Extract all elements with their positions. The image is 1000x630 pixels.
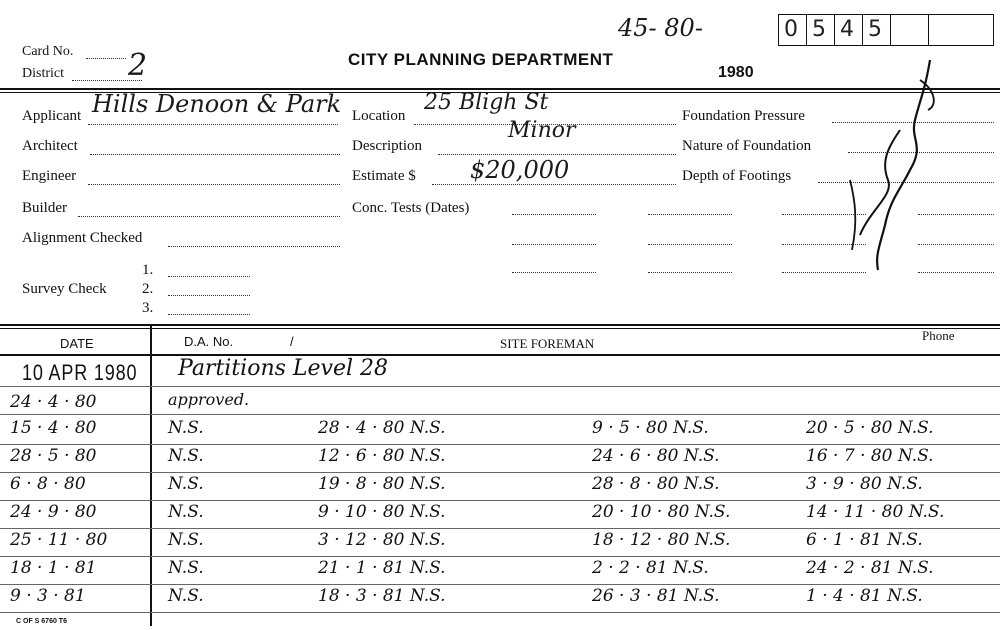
log-entry-c2: 28 · 4 · 80 N.S. bbox=[318, 418, 446, 438]
row-divider bbox=[0, 584, 1000, 585]
log-entry-c4: 14 · 11 · 80 N.S. bbox=[806, 502, 945, 522]
log-entry-c4: 3 · 9 · 80 N.S. bbox=[806, 474, 923, 494]
form-code: C OF S 6760 T6 bbox=[16, 618, 67, 625]
file-digit: 5 bbox=[868, 17, 882, 42]
log-entry-c2: 3 · 12 · 80 N.S. bbox=[318, 530, 446, 550]
row-divider bbox=[0, 612, 1000, 613]
log-entry-c3: 2 · 2 · 81 N.S. bbox=[592, 558, 709, 578]
log-entry-c4: 6 · 1 · 81 N.S. bbox=[806, 530, 923, 550]
row-divider bbox=[0, 444, 1000, 445]
digit-divider bbox=[890, 14, 891, 46]
district-value: 2 bbox=[128, 48, 148, 83]
digit-divider bbox=[862, 14, 863, 46]
file-digit: 0 bbox=[784, 17, 798, 42]
foundation-pressure-label: Foundation Pressure bbox=[682, 108, 805, 124]
conc-line bbox=[648, 244, 732, 245]
location-value: 25 Bligh St bbox=[424, 90, 549, 115]
log-entry-c4: 16 · 7 · 80 N.S. bbox=[806, 446, 934, 466]
log-date: 18 · 1 · 81 bbox=[10, 558, 97, 578]
log-entry-c1: N.S. bbox=[168, 586, 204, 606]
log-date: 15 · 4 · 80 bbox=[10, 418, 97, 438]
log-date: 6 · 8 · 80 bbox=[10, 474, 86, 494]
log-entry-c3: 9 · 5 · 80 N.S. bbox=[592, 418, 709, 438]
log-entry-c4: 1 · 4 · 81 N.S. bbox=[806, 586, 923, 606]
col-site-foreman-header: SITE FOREMAN bbox=[500, 336, 595, 351]
log-date: 24 · 4 · 80 bbox=[10, 392, 97, 412]
district-label: District bbox=[22, 66, 64, 81]
applicant-line bbox=[88, 124, 338, 125]
estimate-label: Estimate $ bbox=[352, 168, 416, 184]
nature-of-foundation-label: Nature of Foundation bbox=[682, 138, 812, 154]
log-entry-c2: 19 · 8 · 80 N.S. bbox=[318, 474, 446, 494]
survey-line-3 bbox=[168, 314, 250, 315]
log-entry-c2: 12 · 6 · 80 N.S. bbox=[318, 446, 446, 466]
conc-line bbox=[512, 272, 596, 273]
row-divider bbox=[0, 414, 1000, 415]
log-entry-c4: 20 · 5 · 80 N.S. bbox=[806, 418, 934, 438]
log-date: 9 · 3 · 81 bbox=[10, 586, 86, 606]
log-entry-c2: 9 · 10 · 80 N.S. bbox=[318, 502, 446, 522]
builder-label: Builder bbox=[22, 200, 67, 216]
log-entry-c2: 18 · 3 · 81 N.S. bbox=[318, 586, 446, 606]
conc-line bbox=[648, 214, 732, 215]
log-entry-c1: N.S. bbox=[168, 474, 204, 494]
col-phone-header: Phone bbox=[922, 328, 955, 343]
alignment-line bbox=[168, 246, 340, 247]
col-da-header: D.A. No. bbox=[184, 334, 234, 349]
log-date: 28 · 5 · 80 bbox=[10, 446, 97, 466]
log-date: 25 · 11 · 80 bbox=[10, 530, 108, 550]
row-divider bbox=[0, 528, 1000, 529]
department-title: CITY PLANNING DEPARTMENT bbox=[348, 50, 614, 69]
description-value: Minor bbox=[508, 118, 576, 143]
log-entry-c1: N.S. bbox=[168, 502, 204, 522]
row-divider bbox=[0, 386, 1000, 387]
digit-divider bbox=[928, 14, 929, 46]
col-sep: / bbox=[290, 334, 294, 349]
builder-line bbox=[78, 216, 340, 217]
row-divider bbox=[0, 472, 1000, 473]
location-label: Location bbox=[352, 108, 406, 124]
log-entry-c3: 24 · 6 · 80 N.S. bbox=[592, 446, 720, 466]
engineer-line bbox=[88, 184, 340, 185]
survey-num-2: 2. bbox=[142, 281, 154, 297]
log-entry-c1: N.S. bbox=[168, 530, 204, 550]
signature-scribble bbox=[830, 50, 950, 280]
architect-label: Architect bbox=[22, 138, 78, 154]
log-entry-c3: 18 · 12 · 80 N.S. bbox=[592, 530, 731, 550]
conc-line bbox=[512, 244, 596, 245]
log-entry-c2: 21 · 1 · 81 N.S. bbox=[318, 558, 446, 578]
log-entry-c1: N.S. bbox=[168, 418, 204, 438]
survey-line-1 bbox=[168, 276, 250, 277]
survey-num-1: 1. bbox=[142, 262, 154, 278]
applicant-value: Hills Denoon & Park bbox=[92, 90, 342, 118]
architect-line bbox=[90, 154, 340, 155]
alignment-label: Alignment Checked bbox=[22, 230, 143, 246]
log-date: 24 · 9 · 80 bbox=[10, 502, 97, 522]
file-prefix: 45- 80- bbox=[618, 14, 703, 42]
file-digit: 4 bbox=[840, 17, 854, 42]
stamp-date: 10 APR 1980 bbox=[22, 360, 138, 385]
date-column-divider bbox=[150, 326, 152, 626]
log-entry-c4: 24 · 2 · 81 N.S. bbox=[806, 558, 934, 578]
log-entry-c3: 28 · 8 · 80 N.S. bbox=[592, 474, 720, 494]
log-entry-c3: 20 · 10 · 80 N.S. bbox=[592, 502, 731, 522]
row-divider bbox=[0, 556, 1000, 557]
estimate-value: $20,000 bbox=[470, 156, 570, 184]
log-entry-c3: 26 · 3 · 81 N.S. bbox=[592, 586, 720, 606]
log-entry-text: Partitions Level 28 bbox=[178, 356, 388, 381]
row-divider bbox=[0, 500, 1000, 501]
survey-num-3: 3. bbox=[142, 300, 154, 316]
depth-of-footings-label: Depth of Footings bbox=[682, 168, 792, 184]
description-label: Description bbox=[352, 138, 422, 154]
survey-label: Survey Check bbox=[22, 281, 107, 297]
estimate-line bbox=[432, 184, 676, 185]
file-number-box bbox=[778, 14, 994, 46]
conc-line bbox=[648, 272, 732, 273]
conc-tests-label: Conc. Tests (Dates) bbox=[352, 200, 470, 216]
conc-line bbox=[512, 214, 596, 215]
log-entry-c1: N.S. bbox=[168, 558, 204, 578]
applicant-label: Applicant bbox=[22, 108, 82, 124]
card-no-line bbox=[86, 58, 126, 59]
digit-divider bbox=[834, 14, 835, 46]
survey-line-2 bbox=[168, 295, 250, 296]
file-digit: 5 bbox=[812, 17, 826, 42]
log-entry-text: approved. bbox=[168, 390, 250, 409]
card-no-label: Card No. bbox=[22, 44, 74, 59]
form-year: 1980 bbox=[718, 64, 754, 81]
log-entry-c1: N.S. bbox=[168, 446, 204, 466]
col-date-header: DATE bbox=[60, 336, 94, 351]
engineer-label: Engineer bbox=[22, 168, 77, 184]
description-line bbox=[438, 154, 676, 155]
digit-divider bbox=[806, 14, 807, 46]
